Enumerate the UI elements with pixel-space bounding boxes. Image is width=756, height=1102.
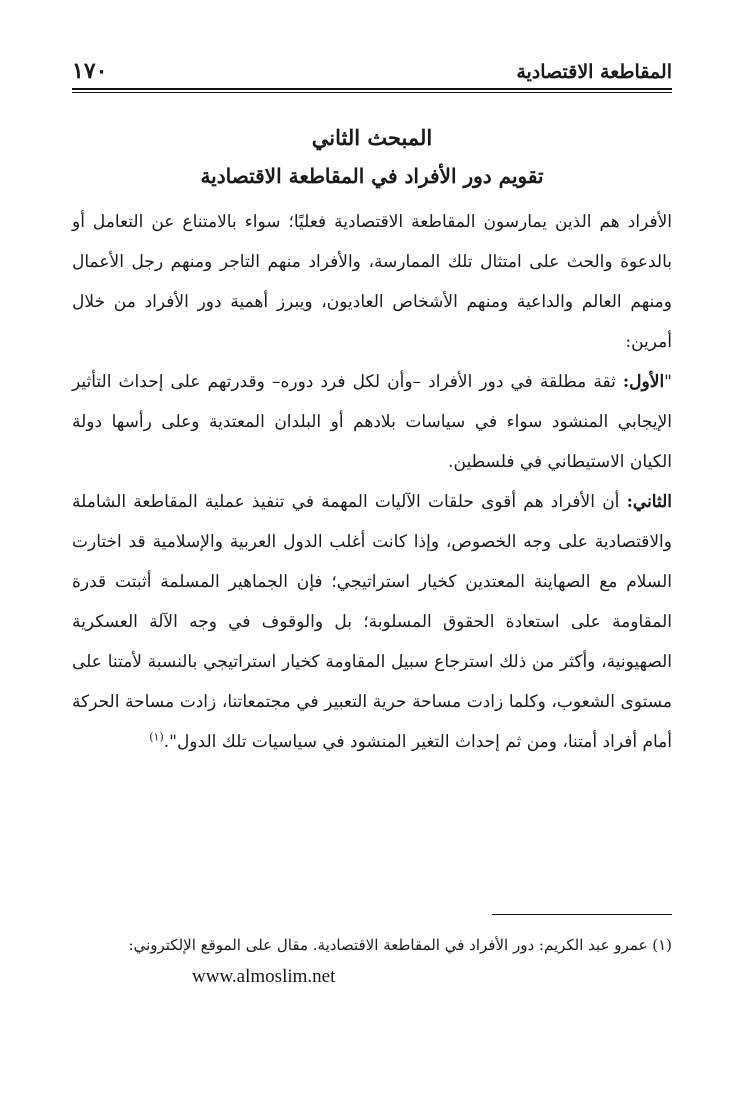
page-number: ١٧٠ [72,58,108,84]
book-page [72,52,672,1072]
quote-open: " [664,372,672,393]
second-point-text: أن الأفراد هم أقوى حلقات الآليات المهمة في تنفيذ عملية المقاطعة الشاملة والاقتصادية على وجه الخصوص، وإذا كانت أغلب الدول العربية والإسلامية قد اختارت السلام مع الصهاينة المعتدين كخيار استراتيجي؛ فإن الجماهير المسلمة أثبتت قدرة المقاومة على استعادة الحقوق المسلوبة؛ بل والوقوف في وجه الآلة العسكرية الصهيونية، وأكثر من ذلك استرجاع سبيل المقاومة كخيار استراتيجي بالنسبة لأمتنا على مستوى الشعوب، وكلما زادت مساحة حرية التعبير في مجتمعاتنا، زادت مساحة الحركة أمام أفراد أمتنا، ومن ثم إحداث التغير المنشود في سياسيات تلك الدول". [72,492,672,753]
section-title: تقويم دور الأفراد في المقاطعة الاقتصادية [200,164,544,189]
first-point-lead: الأول: [622,372,665,393]
intro-paragraph: الأفراد هم الذين يمارسون المقاطعة الاقتصادية فعليًا؛ سواء بالامتناع عن التعامل أو بالدعوة والحث على امتثال تلك الممارسة، والأفراد منهم التاجر ومنهم رجل الأعمال ومنهم العالم والداعية ومنهم الأشخاص العاديون، ويبرز أهمية دور الأفراد من خلال أمرين: [72,212,672,353]
section-heading: المبحث الثاني [311,125,433,150]
body-text [72,202,672,762]
footnote-url: www.almoslim.net [192,966,336,987]
footnote-text: (١) عمرو عبد الكريم: دور الأفراد في المقاطعة الاقتصادية. مقال على الموقع الإلكتروني: [128,936,672,954]
second-point-paragraph [72,482,672,762]
running-title: المقاطعة الاقتصادية [516,61,672,83]
footnote [72,930,672,992]
header-rule [72,88,672,93]
second-point-lead: الثاني: [626,492,673,513]
running-head [72,52,672,82]
first-point-text: ثقة مطلقة في دور الأفراد –وأن لكل فرد دوره– وقدرتهم على إحداث التأثير الإيجابي المنشود سواء في سياسات بلادهم أو البلدان المعتدية وعلى رأسها دولة الكيان الاستيطاني في فلسطين. [72,372,672,473]
footnote-reference: (١) [149,730,164,744]
footnote-rule [492,914,672,915]
first-point-paragraph [72,362,672,482]
